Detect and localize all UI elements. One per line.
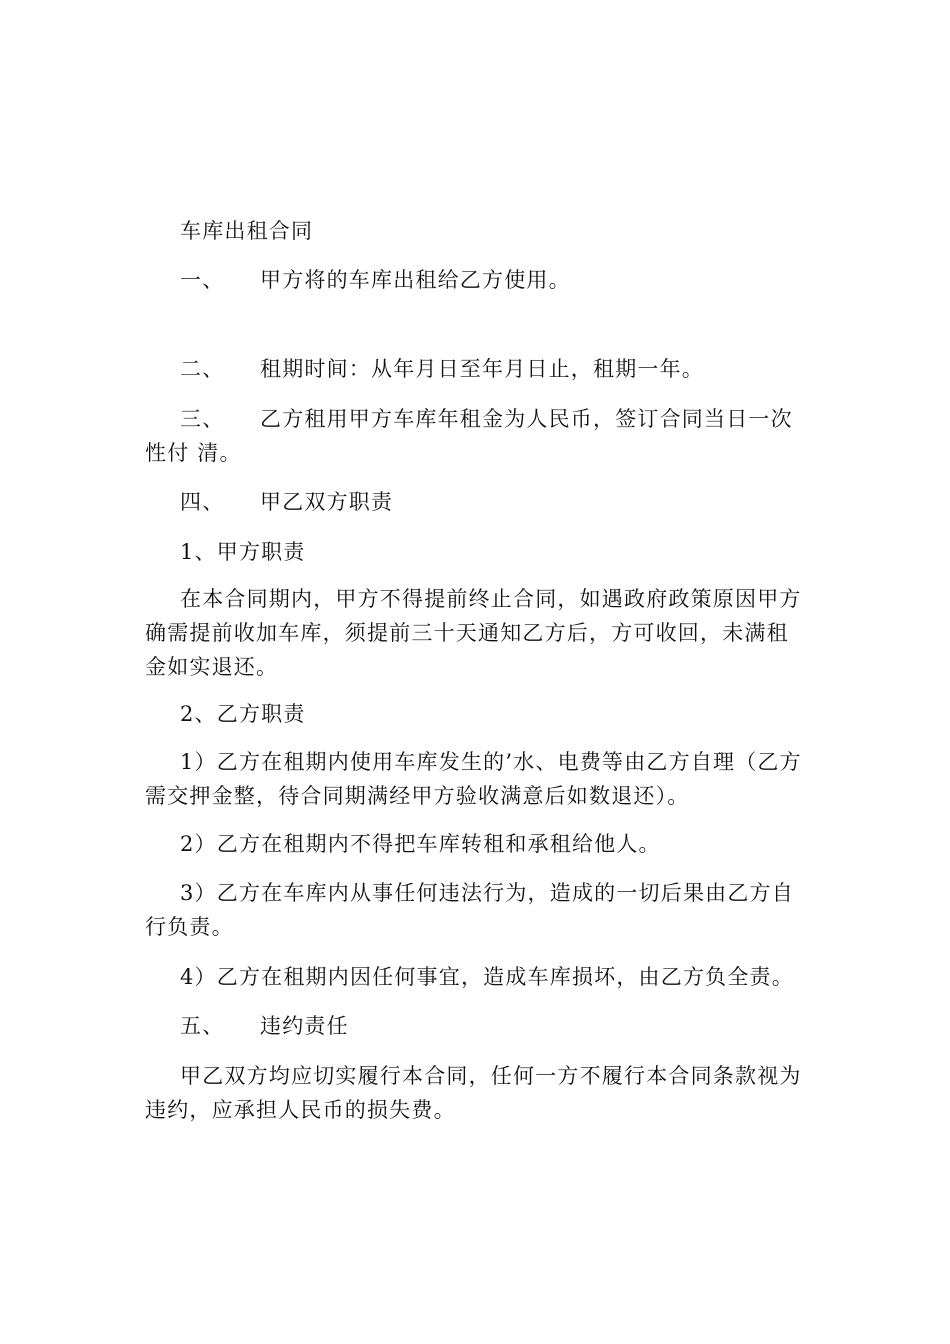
clause-2-number: 二、 [180, 357, 225, 381]
section-1-title: 1、甲方职责 [180, 540, 306, 564]
document-title: 车库出租合同 [180, 219, 314, 243]
item-3-line-1: 3）乙方在车库内从事任何违法行为，造成的一切后果由乙方自 [180, 881, 794, 905]
item-2-line-1: 2）乙方在租期内不得把车库转租和承租给他人。 [180, 832, 661, 856]
clause-3-continuation: 性付 清。 [145, 441, 242, 465]
breach-line-1: 甲乙双方均应切实履行本合同，任何一方不履行本合同条款视为 [180, 1064, 802, 1088]
item-1-line-1: 1）乙方在租期内使用车库发生的’水、电费等由乙方自理（乙方 [180, 750, 802, 774]
clause-3-number: 三、 [180, 407, 225, 431]
item-3-line-2: 行负责。 [145, 915, 234, 939]
clause-1 [180, 263, 571, 297]
clause-2 [180, 352, 704, 386]
item-4-line-1: 4）乙方在租期内因任何事宜，造成车库损坏，由乙方负全责。 [180, 965, 794, 989]
item-1-line-2: 需交押金整，待合同期满经甲方验收满意后如数退还）。 [145, 784, 690, 808]
clause-3-text: 乙方租用甲方车库年租金为人民币，签订合同当日一次 [260, 407, 793, 431]
section-1-line-3: 金如实退还。 [145, 655, 279, 679]
clause-1-text: 甲方将的车库出租给乙方使用。 [260, 268, 571, 292]
section-1-line-2: 确需提前收加车库，须提前三十天通知乙方后，方可收回，未满租 [145, 621, 789, 645]
clause-4 [180, 485, 393, 519]
section-1-line-1: 在本合同期内，甲方不得提前终止合同，如遇政府政策原因甲方 [180, 587, 802, 611]
clause-5-text: 违约责任 [260, 1014, 349, 1038]
section-2-title: 2、乙方职责 [180, 702, 306, 726]
clause-3 [180, 402, 793, 436]
clause-5 [180, 1009, 349, 1043]
clause-4-number: 四、 [180, 490, 225, 514]
breach-line-2: 违约，应承担人民币的损失费。 [145, 1098, 456, 1122]
clause-5-number: 五、 [180, 1014, 225, 1038]
clause-1-number: 一、 [180, 268, 225, 292]
clause-4-text: 甲乙双方职责 [260, 490, 394, 514]
clause-2-text: 租期时间：从年月日至年月日止，租期一年。 [260, 357, 704, 381]
